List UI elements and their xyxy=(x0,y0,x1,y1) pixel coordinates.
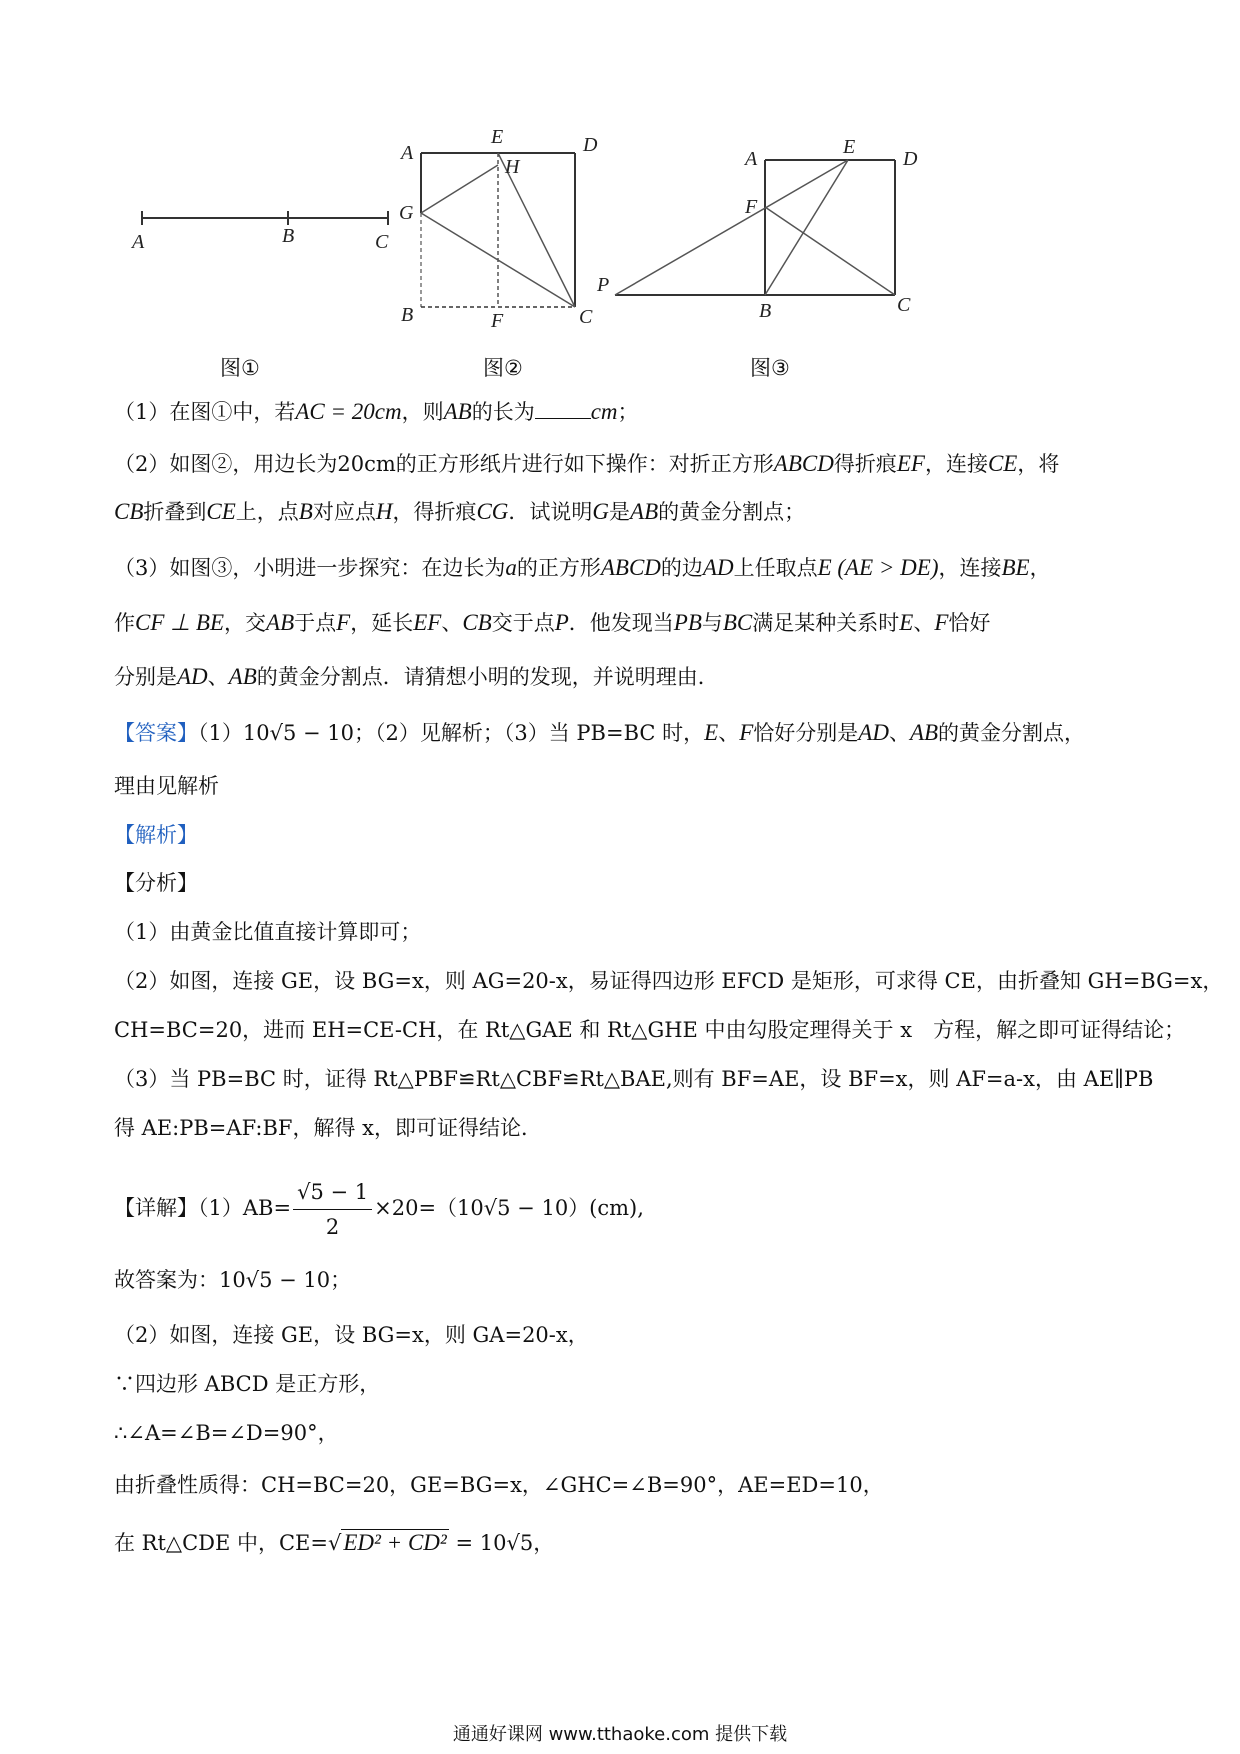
analysis-p3b: 得 AE:PB=AF:BF，解得 x，即可证得结论． xyxy=(114,1116,542,1140)
analysis-subtag: 【分析】 xyxy=(114,871,198,895)
answer-line-2: 理由见解析 xyxy=(114,774,219,798)
fig2-label-c: C xyxy=(579,306,593,328)
analysis-p2b: CH=BC=20，进而 EH=CE-CH，在 Rt△GAE 和 Rt△GHE 中由勾股定理得关于 x 方程，解之即可证得结论； xyxy=(114,1018,1186,1042)
fig1-label-c: C xyxy=(375,231,389,253)
fig2-label-f: F xyxy=(491,310,504,330)
fig3-caption: 图③ xyxy=(750,356,790,380)
fig3-label-p: P xyxy=(597,274,610,296)
fig3-label-c: C xyxy=(897,294,911,316)
detail-s5: 在 Rt△CDE 中，CE=√ED² + CD² = 10√5， xyxy=(114,1530,555,1555)
fig3-label-a: A xyxy=(745,148,758,170)
fig3-label-f: F xyxy=(745,196,758,218)
fig1-label-b: B xyxy=(282,225,295,247)
fig2-label-g: G xyxy=(399,202,414,224)
fig1-label-a: A xyxy=(132,231,145,253)
detail-answer: 故答案为：10√5 − 10； xyxy=(114,1268,352,1292)
figure-3 xyxy=(595,135,925,324)
question-3-line-1: （3）如图③，小明进一步探究：在边长为a的正方形ABCD的边AD上任取点E (AE > DE)，连接BE， xyxy=(114,555,1051,580)
question-3-line-3: 分别是AD、AB的黄金分割点．请猜想小明的发现，并说明理由． xyxy=(114,664,719,689)
answer-blank xyxy=(535,400,591,419)
fig2-caption: 图② xyxy=(483,356,523,380)
detail-s3: ∴∠A=∠B=∠D=90°， xyxy=(114,1421,339,1445)
page-footer: 通通好课网 www.tthaoke.com 提供下载 xyxy=(452,1724,788,1745)
question-3-line-2: 作CF ⊥ BE，交AB于点F，延长EF、CB交于点P．他发现当PB与BC满足某种关系时E、F恰好 xyxy=(114,610,991,635)
fraction: $\frac{√5 - 1}{2}$ xyxy=(293,1175,372,1244)
detail-line-1: 【详解】（1）AB= $\frac{√5 - 1}{2}$ ×20=（10√5 − 10）(cm), xyxy=(114,1175,644,1244)
fig2-label-a: A xyxy=(401,142,414,164)
detail-s2: ∵四边形 ABCD 是正方形， xyxy=(114,1372,381,1396)
question-1: （1）在图①中，若AC = 20cm，则AB的长为 cm； xyxy=(114,399,639,424)
fig2-label-e: E xyxy=(491,126,504,148)
fig3-label-d: D xyxy=(903,148,918,170)
figure-1 xyxy=(120,200,400,264)
fig2-label-b: B xyxy=(401,304,414,326)
detail-s4: 由折叠性质得：CH=BC=20，GE=BG=x，∠GHC=∠B=90°，AE=ED=10， xyxy=(114,1473,884,1497)
analysis-p1: （1）由黄金比值直接计算即可； xyxy=(114,920,422,944)
analysis-p3a: （3）当 PB=BC 时，证得 Rt△PBF≌Rt△CBF≌Rt△BAE,则有 BF=AE，设 BF=x，则 AF=a-x，由 AE∥PB xyxy=(114,1067,1154,1091)
fig2-label-h: H xyxy=(505,156,520,178)
answer-line-1: 【答案】（1）10√5 − 10；（2）见解析；（3）当 PB=BC 时，E、F恰好分别是AD、AB的黄金分割点， xyxy=(114,720,1086,745)
figure-2 xyxy=(395,125,615,334)
fig2-label-d: D xyxy=(583,134,598,156)
answer-tag: 【答案】 xyxy=(114,721,198,745)
question-2-line-1: （2）如图②，用边长为20cm的正方形纸片进行如下操作：对折正方形ABCD得折痕EF，连接CE，将 xyxy=(114,451,1060,476)
question-2-line-2: CB折叠到CE上，点B对应点H，得折痕CG．试说明G是AB的黄金分割点； xyxy=(114,499,806,524)
fig3-label-b: B xyxy=(759,300,772,320)
analysis-tag: 【解析】 xyxy=(114,823,198,847)
fig1-caption: 图① xyxy=(220,356,260,380)
detail-s1: （2）如图，连接 GE，设 BG=x，则 GA=20-x， xyxy=(114,1323,589,1347)
analysis-p2a: （2）如图，连接 GE，设 BG=x，则 AG=20-x，易证得四边形 EFCD 是矩形，可求得 CE，由折叠知 GH=BG=x， xyxy=(114,969,1224,993)
fig3-label-e: E xyxy=(843,136,856,158)
